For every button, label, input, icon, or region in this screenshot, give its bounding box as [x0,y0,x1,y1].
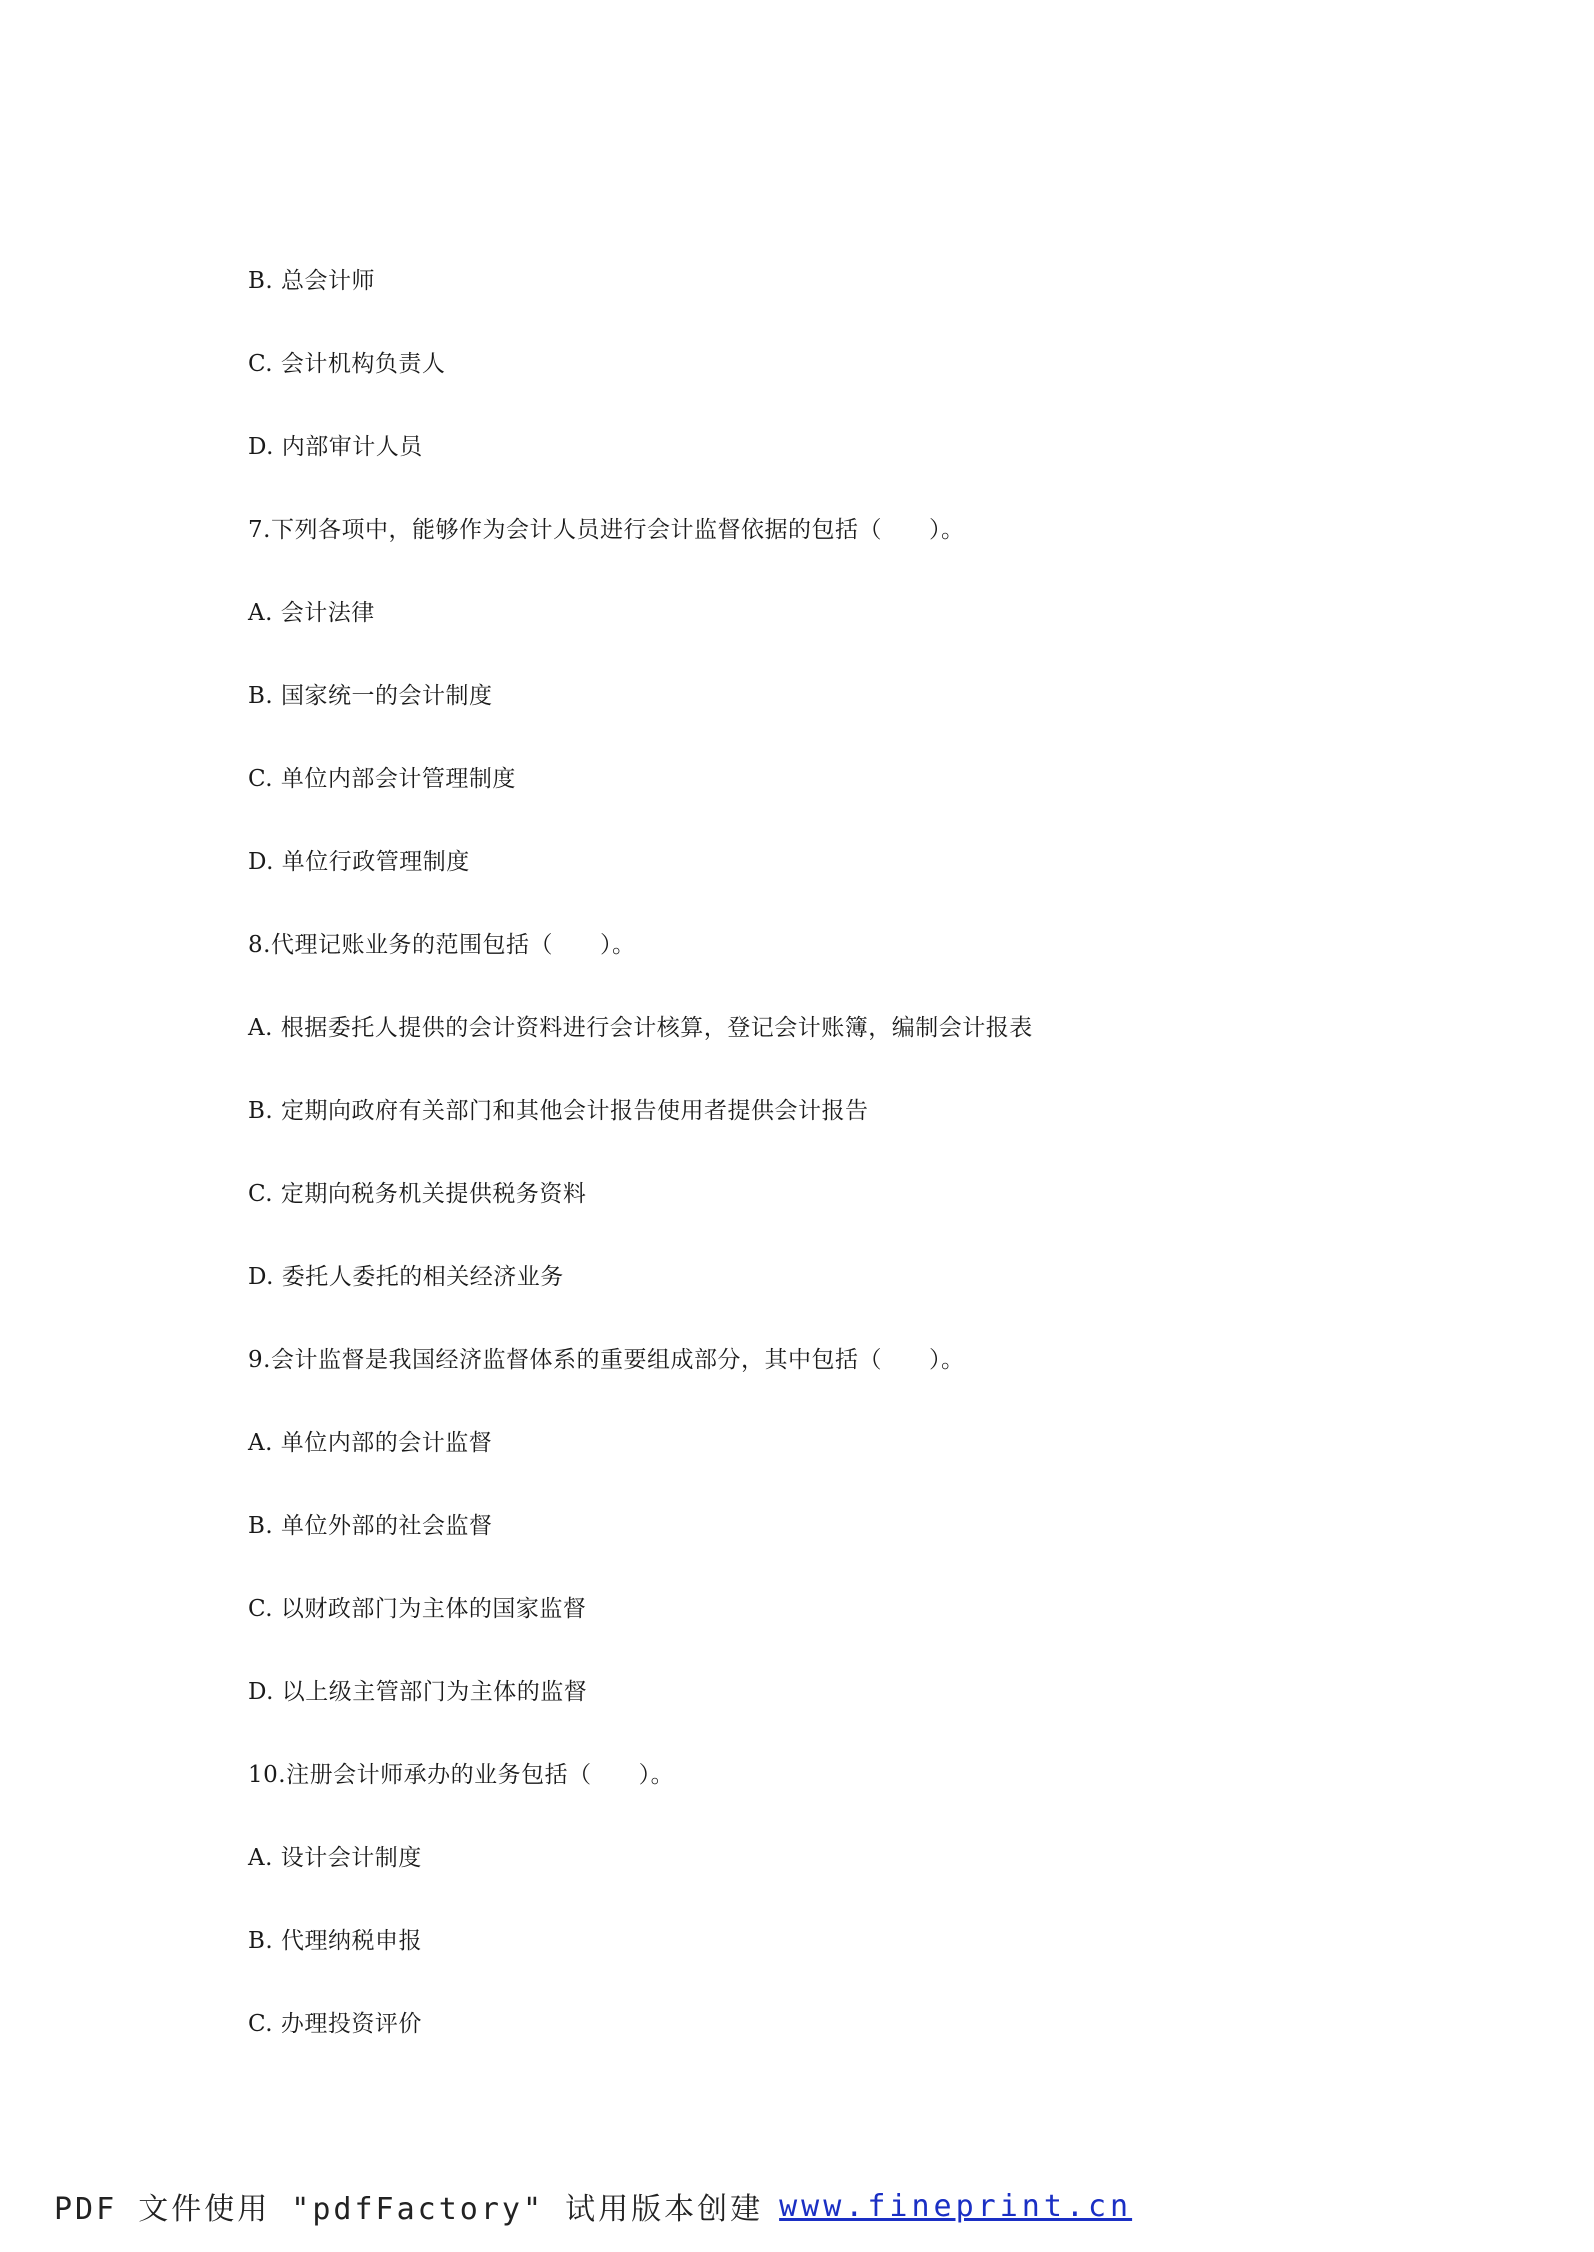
option-line [248,1153,1448,1236]
text-line: C. 会计机构负责人 [248,351,446,377]
text-line: A. 设计会计制度 [248,1845,422,1871]
text-line: C. 办理投资评价 [248,2011,422,2037]
text-line: A. 单位内部的会计监督 [248,1430,493,1456]
option-line [248,821,1448,904]
text-line: D. 以上级主管部门为主体的监督 [248,1679,588,1705]
option-line [248,1236,1448,1319]
footer-link[interactable]: www.fineprint.cn [779,2188,1133,2224]
question-line [248,489,1448,572]
text-line: D. 单位行政管理制度 [248,849,470,875]
option-line [248,655,1448,738]
text-line: B. 代理纳税申报 [248,1928,423,1954]
text-line: A. 会计法律 [248,600,375,626]
option-line [248,987,1448,1070]
option-line [248,240,1448,323]
option-line [248,1900,1448,1983]
option-line [248,1485,1448,1568]
option-line [248,1651,1448,1734]
text-line: B. 定期向政府有关部门和其他会计报告使用者提供会计报告 [248,1098,869,1124]
option-line [248,1568,1448,1651]
question-text: 7.下列各项中，能够作为会计人员进行会计监督依据的包括（ ）。 [248,517,965,543]
option-line [248,1402,1448,1485]
question-text: 9.会计监督是我国经济监督体系的重要组成部分，其中包括（ ）。 [248,1347,965,1373]
option-line [248,406,1448,489]
page-content [248,240,1448,2066]
text-line: C. 单位内部会计管理制度 [248,766,516,792]
text-line: B. 总会计师 [248,268,376,294]
question-line [248,1319,1448,1402]
footer-text: PDF 文件使用 "pdfFactory" 试用版本创建 [54,2192,764,2227]
option-line [248,1070,1448,1153]
option-line [248,738,1448,821]
text-line: A. 根据委托人提供的会计资料进行会计核算，登记会计账簿，编制会计报表 [248,1015,1033,1041]
pdf-footer [54,2186,1132,2226]
text-line: C. 定期向税务机关提供税务资料 [248,1181,587,1207]
option-line [248,1817,1448,1900]
question-line [248,1734,1448,1817]
text-line: C. 以财政部门为主体的国家监督 [248,1596,587,1622]
text-line: D. 内部审计人员 [248,434,423,460]
option-line [248,572,1448,655]
option-line [248,1983,1448,2066]
text-line: D. 委托人委托的相关经济业务 [248,1264,564,1290]
text-line: B. 国家统一的会计制度 [248,683,493,709]
text-line: B. 单位外部的社会监督 [248,1513,493,1539]
question-text: 8.代理记账业务的范围包括（ ）。 [248,932,636,958]
question-text: 10.注册会计师承办的业务包括（ ）。 [248,1762,675,1788]
option-line [248,323,1448,406]
question-line [248,904,1448,987]
